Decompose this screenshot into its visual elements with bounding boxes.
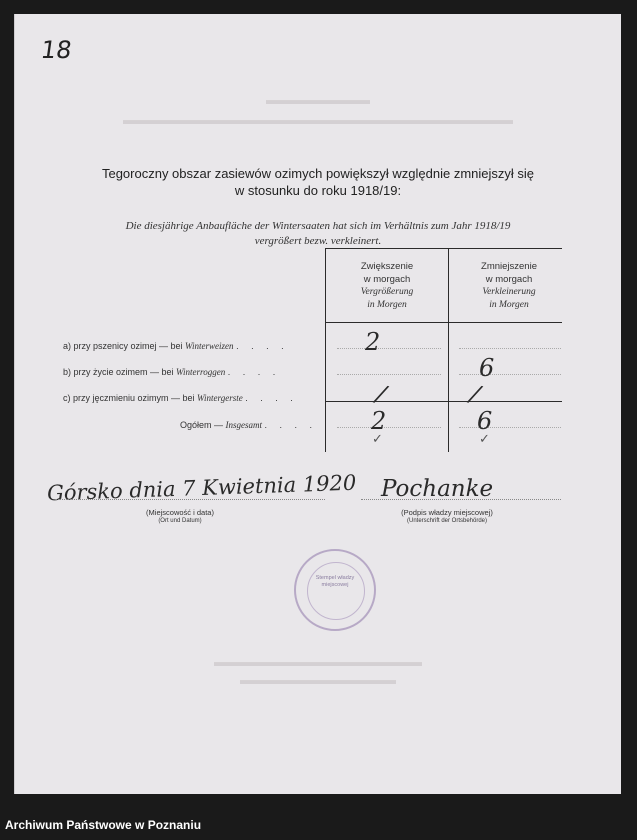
title-german-line1: Die diesjährige Anbaufläche der Wintersaaten hat sich im Verhältnis zum Jahr 1918/19 — [125, 220, 511, 232]
row-label-wheat-de: Winterweizen — [185, 341, 234, 351]
row-label-total-de: Insgesamt — [225, 420, 263, 430]
bleed-through-decoration: ▬▬▬▬▬▬▬▬▬▬▬▬ — [240, 672, 396, 687]
table-top-border — [325, 248, 562, 249]
page-number: 18 — [39, 36, 74, 64]
value-wheat-increase: 2 — [365, 328, 381, 356]
row-label-barley — [63, 393, 298, 403]
place-date-caption-pl: (Miejscowość i data) — [146, 508, 214, 517]
table-total-border — [325, 401, 562, 402]
leader-dots: . . . . — [236, 341, 289, 351]
stamp-text-line2: miejscowej — [321, 582, 349, 588]
stamp-text — [296, 575, 374, 589]
signature-caption — [383, 508, 511, 526]
column-header-decrease-de2: in Morgen — [489, 300, 529, 310]
table-left-border — [325, 248, 326, 452]
check-mark-icon: ✓ — [372, 432, 383, 447]
bleed-through-decoration: ▬▬▬▬▬▬▬▬▬▬▬▬▬▬▬▬ — [214, 654, 422, 669]
check-mark-icon: ✓ — [479, 432, 490, 447]
signature-caption-de: (Unterschrift der Ortsbehörde) — [406, 518, 488, 524]
table-header-border — [325, 322, 562, 323]
row-label-total-pl: Ogółem — — [180, 420, 226, 430]
row-label-barley-de: Wintergerste — [197, 393, 243, 403]
column-header-increase-pl2: w morgach — [363, 274, 411, 285]
archive-name: Archiwum Państwowe w Poznaniu — [5, 818, 202, 832]
handwritten-signature: Pochanke — [381, 476, 494, 502]
stamp-text-line1: Stempel władzy — [315, 575, 355, 581]
column-header-decrease-de1: Verkleinerung — [482, 287, 536, 297]
official-stamp-seal — [294, 549, 376, 631]
column-header-increase-de1: Vergrößerung — [360, 287, 414, 297]
leader-dots: . . . . — [227, 367, 281, 377]
leader-dots: . . . . — [245, 393, 298, 403]
place-date-caption-de: (Ort und Datum) — [158, 518, 202, 524]
row-label-rye-de: Winterroggen — [176, 367, 226, 377]
row-rule — [337, 427, 441, 428]
row-rule — [337, 374, 441, 375]
stamp-inner-ring — [307, 562, 365, 620]
title-polish-line1: Tegoroczny obszar zasiewów ozimych powiększył względnie zmniejszył się — [101, 166, 535, 181]
column-header-decrease-pl2: w morgach — [485, 274, 533, 285]
column-header-increase-pl1: Zwiększenie — [360, 261, 414, 272]
row-label-total — [180, 420, 317, 430]
title-polish — [15, 165, 621, 199]
title-german-line2: vergrößert bezw. verkleinert. — [254, 235, 382, 247]
column-header-increase — [327, 260, 447, 312]
signature-rule — [361, 499, 561, 500]
row-rule — [337, 348, 441, 349]
value-rye-decrease: 6 — [479, 354, 495, 382]
row-label-rye — [63, 367, 280, 377]
place-date-caption — [125, 508, 235, 526]
title-german — [15, 219, 621, 249]
row-rule — [459, 374, 561, 375]
bleed-through-decoration: ▬▬▬▬▬▬▬▬▬▬▬▬▬▬▬▬▬▬▬▬▬▬▬▬▬▬▬▬▬▬ — [123, 112, 513, 127]
document-page — [14, 14, 621, 794]
row-label-rye-pl: b) przy życie ozimem — bei — [63, 367, 177, 377]
signature-caption-pl: (Podpis władzy miejscowej) — [401, 508, 493, 517]
row-label-wheat-pl: a) przy pszenicy ozimej — bei — [63, 341, 186, 351]
value-total-increase: 2 — [371, 407, 387, 435]
value-total-decrease: 6 — [477, 407, 493, 435]
leader-dots: . . . . — [264, 420, 318, 430]
column-header-decrease — [449, 260, 569, 312]
column-header-increase-de2: in Morgen — [367, 300, 407, 310]
value-barley-increase: / — [373, 379, 389, 409]
bleed-through-decoration: ▬▬▬▬▬▬▬▬ — [266, 92, 370, 107]
row-rule — [459, 427, 561, 428]
row-rule — [459, 348, 561, 349]
handwritten-place-date: Górsko dnia 7 Kwietnia 1920 — [46, 470, 357, 506]
value-barley-decrease: / — [467, 379, 483, 409]
place-date-rule — [55, 499, 325, 500]
row-label-wheat — [63, 341, 289, 351]
title-polish-line2: w stosunku do roku 1918/19: — [234, 183, 402, 198]
row-label-barley-pl: c) przy jęczmieniu ozimym — bei — [63, 393, 198, 403]
column-header-decrease-pl1: Zmniejszenie — [481, 261, 537, 272]
